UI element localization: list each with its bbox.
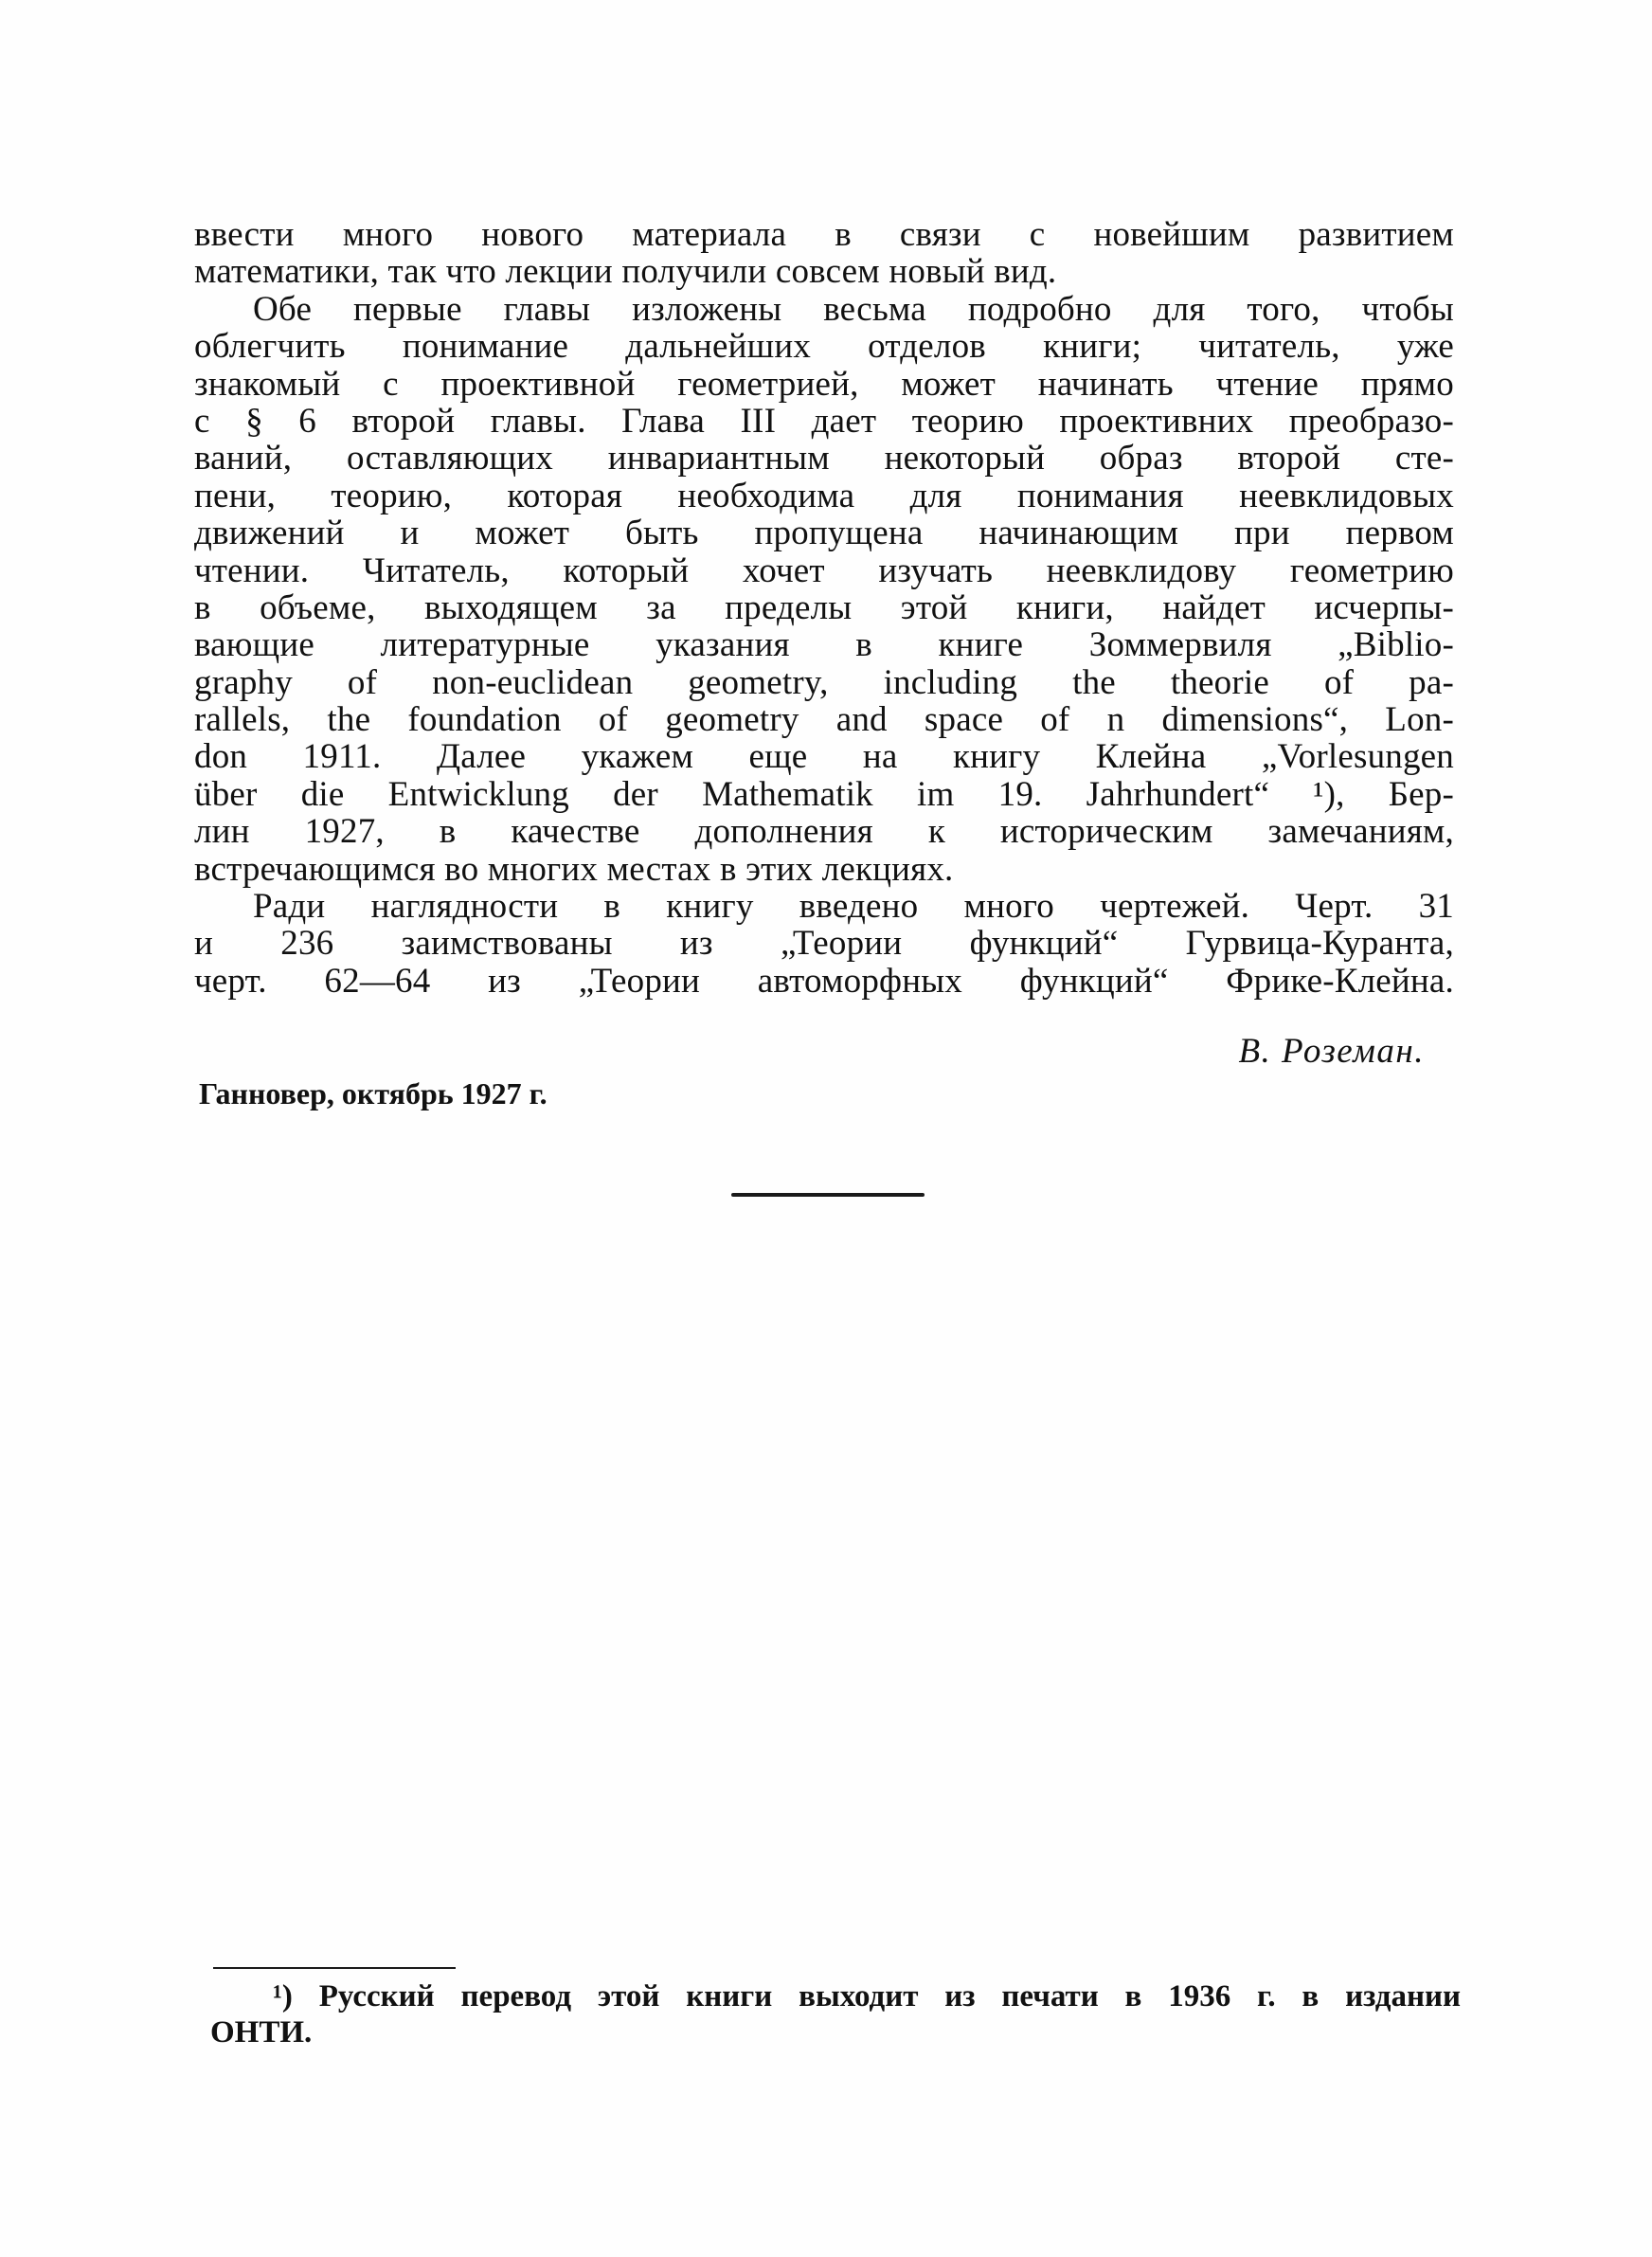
text-line: ввести много нового материала в связи с новейшим развитием: [194, 215, 1454, 254]
footnote: [210, 1978, 1461, 2050]
text-line: в объеме, выходящем за пределы этой книги, найдет исчерпы-: [194, 587, 1454, 627]
text-line: пени, теорию, которая необходима для понимания неевклидовых: [194, 476, 1454, 515]
preface-text: [194, 216, 1454, 1000]
text-line: graphy of non-euclidean geometry, including the theorie of pa-: [194, 662, 1454, 702]
text-line: вающие литературные указания в книге Зоммервиля „Biblio-: [194, 625, 1454, 665]
text-line: встречающимся во многих местах в этих лекциях.: [194, 849, 954, 889]
text-line: знакомый с проективной геометрией, может начинать чтение прямо: [194, 364, 1454, 404]
footnote-rule: [213, 1967, 456, 1969]
text-line: с § 6 второй главы. Глава III дает теорию проективних преобразо-: [194, 401, 1454, 441]
text-line: don 1911. Далее укажем еще на книгу Клейна „Vorlesungen: [194, 737, 1454, 777]
text-line: Ради наглядности в книгу введено много чертежей. Черт. 31: [253, 887, 1454, 927]
place-date: Ганновер, октябрь 1927 г.: [199, 1076, 548, 1110]
text-line: Обе первые главы изложены весьма подробно для того, чтобы: [253, 289, 1454, 329]
text-line: движений и может быть пропущена начинающим при первом: [194, 514, 1454, 553]
text-line: черт. 62—64 из „Теории автоморфных функций“ Фрике-Клейна.: [194, 961, 1454, 1001]
text-line: rallels, the foundation of geometry and space of n dimensions“, Lon-: [194, 700, 1454, 740]
text-line: ваний, оставляющих инвариантным некоторый образ второй сте-: [194, 439, 1454, 478]
text-line: лин 1927, в качестве дополнения к историческим замечаниям,: [194, 812, 1454, 852]
section-end-rule: [731, 1193, 925, 1197]
text-line: облегчить понимание дальнейших отделов книги; читатель, уже: [194, 327, 1454, 367]
text-line: математики, так что лекции получили совсем новый вид.: [194, 252, 1057, 292]
author-signature: В. Роземан.: [1238, 1032, 1425, 1071]
text-line: über die Entwicklung der Mathematik im 19. Jahrhundert“ ¹), Бер-: [194, 774, 1454, 814]
footnote-line: ¹) Русский перевод этой книги выходит из печати в 1936 г. в издании: [273, 1979, 1461, 2013]
text-line: и 236 заимствованы из „Теории функций“ Гурвица-Куранта,: [194, 924, 1454, 964]
text-line: чтении. Читатель, который хочет изучать неевклидову геометрию: [194, 551, 1454, 590]
footnote-line: ОНТИ.: [210, 2015, 313, 2049]
